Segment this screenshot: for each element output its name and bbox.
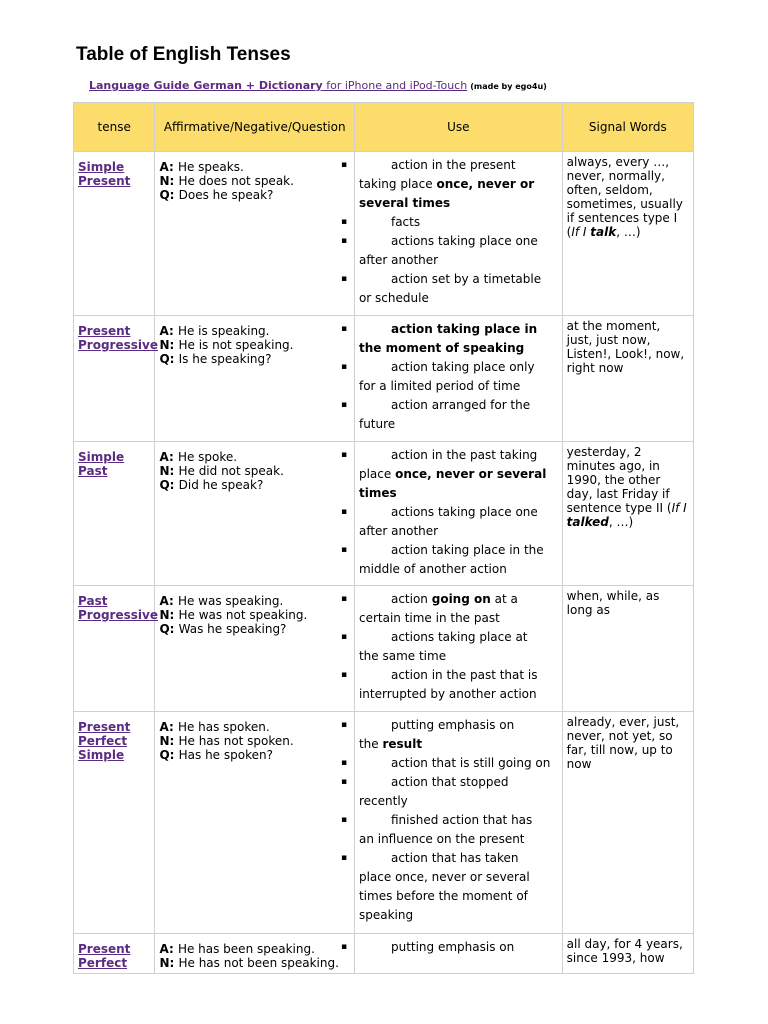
- forms-cell: [155, 712, 355, 934]
- question-form-text: Was he speaking?: [178, 622, 287, 636]
- use-list-item: [340, 232, 558, 270]
- negative-form: [159, 464, 350, 478]
- use-emphasis: action taking place in the moment of speaking: [358, 322, 538, 355]
- use-list-item: [340, 754, 558, 773]
- use-text-cont: for a limited period of time: [358, 379, 521, 393]
- use-text: action that stopped: [390, 775, 509, 789]
- tense-link-line: Simple: [78, 748, 125, 762]
- square-bullet-icon: ▪: [340, 670, 348, 680]
- negative-form-text: He does not speak.: [178, 174, 294, 188]
- header-signal-words: Signal Words: [562, 103, 693, 152]
- use-emphasis: going on: [431, 592, 491, 606]
- use-text: actions taking place one: [390, 505, 538, 519]
- tense-link-line: Present: [78, 174, 131, 188]
- tense-cell: [74, 316, 158, 442]
- tense-cell: [74, 442, 155, 586]
- signal-example-verb: talk: [590, 225, 617, 239]
- tense-link-line: Progressive: [78, 338, 158, 352]
- signal-words-cell: [562, 152, 693, 316]
- use-cell: [340, 442, 562, 586]
- signal-words-cell: [562, 712, 693, 934]
- forms-cell: [155, 152, 355, 316]
- affirmative-form-label: A:: [159, 942, 178, 956]
- affirmative-form-text: He is speaking.: [177, 324, 270, 338]
- negative-form-text: He did not speak.: [178, 464, 284, 478]
- affirmative-form: [159, 720, 350, 734]
- table-row: [74, 934, 694, 974]
- subtitle: [89, 79, 547, 92]
- use-list: [340, 938, 558, 957]
- use-list-item: [340, 849, 558, 925]
- square-bullet-icon: ▪: [340, 507, 348, 517]
- language-guide-link-bold: Language Guide German + Dictionary: [89, 79, 323, 92]
- use-text-cont: middle of another action: [358, 562, 507, 576]
- use-text-cont: the: [358, 737, 383, 751]
- square-bullet-icon: ▪: [340, 324, 348, 334]
- question-form: [159, 188, 350, 202]
- square-bullet-icon: ▪: [340, 594, 348, 604]
- negative-form-text: He is not speaking.: [178, 338, 294, 352]
- square-bullet-icon: ▪: [340, 853, 348, 863]
- tenses-table: [73, 102, 694, 974]
- negative-form-label: N:: [159, 608, 179, 622]
- question-form-label: Q:: [159, 188, 179, 202]
- negative-form: [159, 608, 350, 622]
- table-row: [74, 586, 694, 712]
- use-cell: [340, 586, 562, 712]
- question-form-label: Q:: [159, 622, 179, 636]
- forms-cell: [155, 442, 355, 586]
- affirmative-form-label: A:: [159, 450, 178, 464]
- language-guide-link[interactable]: [89, 79, 467, 92]
- tense-link-line: Present: [78, 942, 131, 956]
- affirmative-form-text: He spoke.: [177, 450, 238, 464]
- forms-cell: [155, 316, 355, 442]
- use-text: putting emphasis on: [390, 940, 515, 954]
- use-list-item: [340, 213, 558, 232]
- use-text-cont: place: [358, 467, 396, 481]
- square-bullet-icon: ▪: [340, 632, 348, 642]
- signal-example-italic: If I: [571, 225, 591, 239]
- forms-cell: [155, 934, 355, 974]
- signal-words-cell: [562, 586, 693, 712]
- square-bullet-icon: ▪: [340, 274, 348, 284]
- affirmative-form-label: A:: [159, 160, 178, 174]
- signal-words-text: already, ever, just, never, not yet, so far, till now, up to now: [566, 715, 680, 771]
- square-bullet-icon: ▪: [340, 758, 348, 768]
- use-list: [340, 590, 558, 704]
- affirmative-form-label: A:: [159, 594, 178, 608]
- signal-example-end: , …): [616, 225, 641, 239]
- use-emphasis: once, never or several times: [358, 467, 547, 500]
- use-text: action in the past that is: [390, 668, 538, 682]
- use-text: action in the present: [390, 158, 516, 172]
- signal-example-verb: talked: [566, 515, 609, 529]
- use-list-item: [340, 628, 558, 666]
- tense-link[interactable]: [78, 942, 130, 970]
- tense-link-line: Past: [78, 594, 108, 608]
- use-list-item: [340, 446, 558, 503]
- use-list: [340, 716, 558, 925]
- use-list-item: [340, 666, 558, 704]
- negative-form-label: N:: [159, 734, 179, 748]
- use-text: action that is still going on: [390, 756, 551, 770]
- square-bullet-icon: ▪: [340, 400, 348, 410]
- use-list-item: [340, 156, 558, 213]
- affirmative-form: [159, 160, 350, 174]
- affirmative-form: [159, 450, 350, 464]
- square-bullet-icon: ▪: [340, 217, 348, 227]
- use-list: [340, 446, 558, 579]
- made-by-note: (made by ego4u): [470, 82, 547, 91]
- square-bullet-icon: ▪: [340, 160, 348, 170]
- affirmative-form-label: A:: [159, 720, 178, 734]
- affirmative-form-text: He speaks.: [177, 160, 244, 174]
- negative-form: [159, 956, 350, 970]
- square-bullet-icon: ▪: [340, 362, 348, 372]
- question-form-text: Does he speak?: [178, 188, 274, 202]
- tense-link[interactable]: [78, 160, 130, 188]
- question-form-label: Q:: [159, 478, 179, 492]
- negative-form-text: He has not spoken.: [178, 734, 294, 748]
- tense-link[interactable]: [78, 450, 124, 478]
- tense-link[interactable]: [78, 594, 158, 622]
- tense-link-line: Simple: [78, 160, 125, 174]
- tense-link-line: Present: [78, 720, 131, 734]
- use-text: action in the past taking: [390, 448, 538, 462]
- use-list-item: [340, 320, 558, 358]
- tense-link[interactable]: [78, 324, 158, 352]
- tense-link-line: Perfect: [78, 956, 128, 970]
- affirmative-form: [159, 942, 350, 956]
- tense-cell: [74, 152, 155, 316]
- table-header-row: [74, 103, 694, 152]
- use-list-item: [340, 938, 558, 957]
- negative-form-label: N:: [159, 956, 179, 970]
- question-form: [159, 622, 350, 636]
- signal-words-text: at the moment, just, just now, Listen!, Look!, now, right now: [566, 319, 685, 375]
- header-forms: Affirmative/Negative/Question: [155, 103, 355, 152]
- use-cell: [340, 712, 562, 934]
- signal-words-cell: [562, 316, 693, 442]
- square-bullet-icon: ▪: [340, 720, 348, 730]
- affirmative-form: [159, 594, 350, 608]
- signal-example-italic: If I: [671, 501, 687, 515]
- affirmative-form-label: A:: [159, 324, 178, 338]
- use-text: actions taking place at: [390, 630, 528, 644]
- tense-link-line: Progressive: [78, 608, 158, 622]
- tense-link-line: Perfect: [78, 734, 128, 748]
- negative-form: [159, 338, 350, 352]
- forms-cell: [155, 586, 355, 712]
- use-text-cont: future: [358, 417, 396, 431]
- use-list-item: [340, 811, 558, 849]
- signal-words-text: when, while, as long as: [566, 589, 660, 617]
- question-form: [159, 352, 350, 366]
- use-text: actions taking place one: [390, 234, 538, 248]
- use-list-item: [340, 270, 558, 308]
- table-row: [74, 316, 694, 442]
- header-tense: tense: [74, 103, 155, 152]
- negative-form: [159, 734, 350, 748]
- use-list: [340, 156, 558, 308]
- affirmative-form-text: He has been speaking.: [177, 942, 315, 956]
- square-bullet-icon: ▪: [340, 236, 348, 246]
- question-form-text: Has he spoken?: [178, 748, 273, 762]
- tense-link[interactable]: [78, 720, 130, 762]
- use-emphasis: result: [382, 737, 423, 751]
- use-text-cont: at a certain time in the past: [358, 592, 518, 625]
- tense-cell: [74, 586, 158, 712]
- question-form: [159, 748, 350, 762]
- use-cell: [340, 152, 562, 316]
- square-bullet-icon: ▪: [340, 777, 348, 787]
- negative-form-label: N:: [159, 338, 179, 352]
- use-text-cont: the same time: [358, 649, 447, 663]
- tense-cell: [74, 712, 155, 934]
- use-cell: [340, 934, 562, 974]
- use-text: action: [390, 592, 432, 606]
- tense-link-line: Simple Past: [78, 450, 125, 478]
- tense-link-line: Present: [78, 324, 131, 338]
- use-text-cont: an influence on the present: [358, 832, 525, 846]
- use-text-cont: after another: [358, 524, 439, 538]
- use-text-cont: recently: [358, 794, 408, 808]
- square-bullet-icon: ▪: [340, 450, 348, 460]
- table-row: [74, 152, 694, 316]
- use-list: [340, 320, 558, 434]
- negative-form-text: He has not been speaking.: [178, 956, 339, 970]
- affirmative-form-text: He has spoken.: [177, 720, 270, 734]
- square-bullet-icon: ▪: [340, 545, 348, 555]
- use-list-item: [340, 358, 558, 396]
- use-text: putting emphasis on: [390, 718, 515, 732]
- signal-words-cell: [562, 442, 693, 586]
- language-guide-link-rest: for iPhone and iPod-Touch: [322, 79, 468, 92]
- use-text: action arranged for the: [390, 398, 531, 412]
- signal-words-text: always, every …, never, normally, often, seldom, sometimes, usually if sentences type I (: [566, 155, 683, 239]
- use-list-item: [340, 716, 558, 754]
- use-list-item: [340, 396, 558, 434]
- signal-words-text: yesterday, 2 minutes ago, in 1990, the other day, last Friday if sentence type II (: [566, 445, 672, 515]
- use-emphasis: once, never or several times: [358, 177, 535, 210]
- square-bullet-icon: ▪: [340, 815, 348, 825]
- negative-form-text: He was not speaking.: [178, 608, 308, 622]
- use-text: action that has taken: [390, 851, 519, 865]
- negative-form-label: N:: [159, 464, 179, 478]
- negative-form: [159, 174, 350, 188]
- table-row: [74, 442, 694, 586]
- use-cell: [340, 316, 562, 442]
- use-text-cont: interrupted by another action: [358, 687, 537, 701]
- signal-example-end: , …): [608, 515, 634, 529]
- question-form: [159, 478, 350, 492]
- use-text: facts: [390, 215, 421, 229]
- page-title: Table of English Tenses: [76, 44, 291, 65]
- use-list-item: [340, 590, 558, 628]
- signal-words-text: all day, for 4 years, since 1993, how: [566, 937, 683, 965]
- use-text: action taking place in the: [390, 543, 544, 557]
- tense-cell: [74, 934, 155, 974]
- affirmative-form: [159, 324, 350, 338]
- use-text: action taking place only: [390, 360, 535, 374]
- table-body: [74, 152, 694, 974]
- affirmative-form-text: He was speaking.: [177, 594, 284, 608]
- negative-form-label: N:: [159, 174, 179, 188]
- question-form-label: Q:: [159, 352, 179, 366]
- use-text: finished action that has: [390, 813, 533, 827]
- use-text-cont: or schedule: [358, 291, 429, 305]
- use-list-item: [340, 503, 558, 541]
- signal-words-cell: [562, 934, 693, 974]
- header-use: Use: [354, 103, 562, 152]
- question-form-text: Is he speaking?: [178, 352, 272, 366]
- use-list-item: [340, 541, 558, 579]
- use-text-cont: place once, never or several times before the moment of speaking: [358, 870, 530, 922]
- use-list-item: [340, 773, 558, 811]
- square-bullet-icon: ▪: [340, 942, 348, 952]
- use-text-cont: taking place: [358, 177, 437, 191]
- use-text-cont: after another: [358, 253, 439, 267]
- use-text: action set by a timetable: [390, 272, 542, 286]
- question-form-label: Q:: [159, 748, 179, 762]
- question-form-text: Did he speak?: [178, 478, 264, 492]
- table-row: [74, 712, 694, 934]
